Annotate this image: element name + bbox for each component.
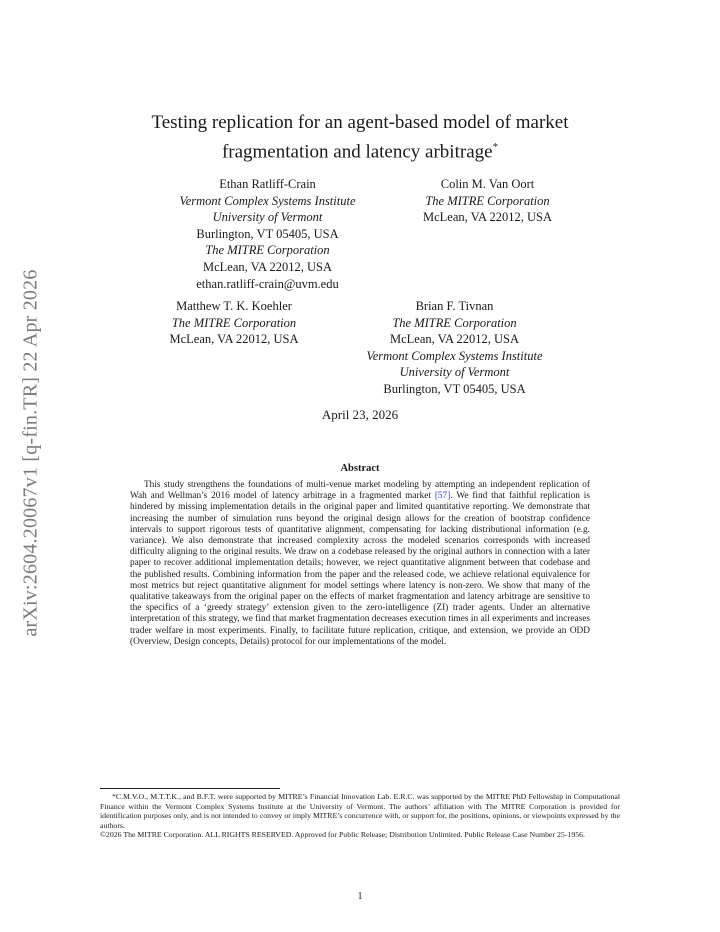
author-block-2 xyxy=(400,176,575,226)
author-affiliation: University of Vermont xyxy=(212,210,323,225)
abstract-heading: Abstract xyxy=(340,463,380,474)
author-name: Brian F. Tivnan xyxy=(415,299,494,313)
author-affiliation: The MITRE Corporation xyxy=(205,243,330,258)
author-block-1 xyxy=(155,176,380,292)
footnote-funding: *C.M.V.O., M.T.T.K., and B.F.T. were supported by MITRE’s Financial Innovation Lab. E.R.C. was supported by the MITRE PhD Fellowship in Computational Finance within the Vermont Complex Systems Institute at the University of Vermont. The authors’ affiliation with The MITRE Corporation is provided for identification purposes only, and is not intended to convey or imply MITRE’s concurrence with, or support for, the positions, opinions, or viewpoints expressed by the authors. xyxy=(100,792,620,830)
title-line-2: fragmentation and latency arbitrage xyxy=(221,141,493,163)
author-affiliation: The MITRE Corporation xyxy=(425,193,550,208)
author-affiliation: The MITRE Corporation xyxy=(392,315,517,330)
author-address: McLean, VA 22012, USA xyxy=(389,332,520,347)
author-address: McLean, VA 22012, USA xyxy=(169,332,299,347)
title-footnote-mark: * xyxy=(492,141,499,153)
paper-title xyxy=(100,110,620,164)
author-block-3 xyxy=(150,298,318,348)
author-address: McLean, VA 22012, USA xyxy=(202,259,333,274)
publication-date: April 23, 2026 xyxy=(321,407,399,422)
author-address: Burlington, VT 05405, USA xyxy=(383,381,526,396)
title-line-1: Testing replication for an agent-based model of market xyxy=(151,112,569,133)
author-affiliation: Vermont Complex Systems Institute xyxy=(179,193,356,208)
author-name: Matthew T. K. Koehler xyxy=(176,299,292,313)
footnote-copyright: ©2026 The MITRE Corporation. ALL RIGHTS RESERVED. Approved for Public Release; Distribution Unlimited. Public Release Case Number 25-1956. xyxy=(100,830,585,840)
author-affiliation: University of Vermont xyxy=(399,365,510,380)
author-email: ethan.ratliff-crain@uvm.edu xyxy=(196,276,339,291)
footnote-rule xyxy=(100,788,280,789)
author-address: McLean, VA 22012, USA xyxy=(422,210,553,225)
abstract-text: This study strengthens the foundations of multi-venue market modeling by attempting an independent replication of Wah and Wellman’s 2016 model of latency arbitrage in a fragmented market xyxy=(130,480,590,502)
author-affiliation: The MITRE Corporation xyxy=(171,315,297,330)
arxiv-sidebar xyxy=(14,248,48,658)
page-number: 1 xyxy=(357,891,363,902)
abstract-text: . We find that faithful replication is hindered by missing implementation details in the original paper and limited quantitative reporting. We demonstrate that increasing the number of simulation runs beyond the original design allows for the creation of bootstrap confidence intervals to support rigorous tests of quantitative alignment, compensating for lacking distributional information (e.g. variance). We also demonstrate that increased complexity across the modeled scenarios corresponds with increased difficulty aligning to the original results. We draw on a codebase released by the original authors in connection with a later paper to recover additional implementation details; however, we reject quantitative alignment between that codebase and the published results. Combining information from the paper and the released code, we achieve relational equivalence for most metrics but reject quantitative alignment for model settings where latency is non-zero. We show that many of the qualitative takeaways from the original paper on the effects of market fragmentation and latency arbitrage are sensitive to the specifics of a ‘greedy strategy’ extension given to the zero-intelligence (ZI) trader agents. Under an alternative interpretation of this strategy, we find that market fragmentation decreases execution times in all experiments and increases trader welfare in most experiments. Finally, to facilitate future replication, critique, and extension, we provide an ODD (Overview, Design concepts, Details) protocol for our implementations of the model. xyxy=(130,491,590,647)
citation-link[interactable]: [57] xyxy=(434,491,451,502)
author-block-4 xyxy=(342,298,567,398)
abstract-body xyxy=(130,480,590,648)
arxiv-identifier: arXiv:2604.20067v1 [q-fin.TR] 22 Apr 2026 xyxy=(19,269,42,637)
author-affiliation: Vermont Complex Systems Institute xyxy=(366,348,543,363)
author-name: Ethan Ratliff-Crain xyxy=(219,177,316,191)
author-address: Burlington, VT 05405, USA xyxy=(196,226,339,241)
author-name: Colin M. Van Oort xyxy=(440,177,535,191)
footnote xyxy=(100,792,620,840)
